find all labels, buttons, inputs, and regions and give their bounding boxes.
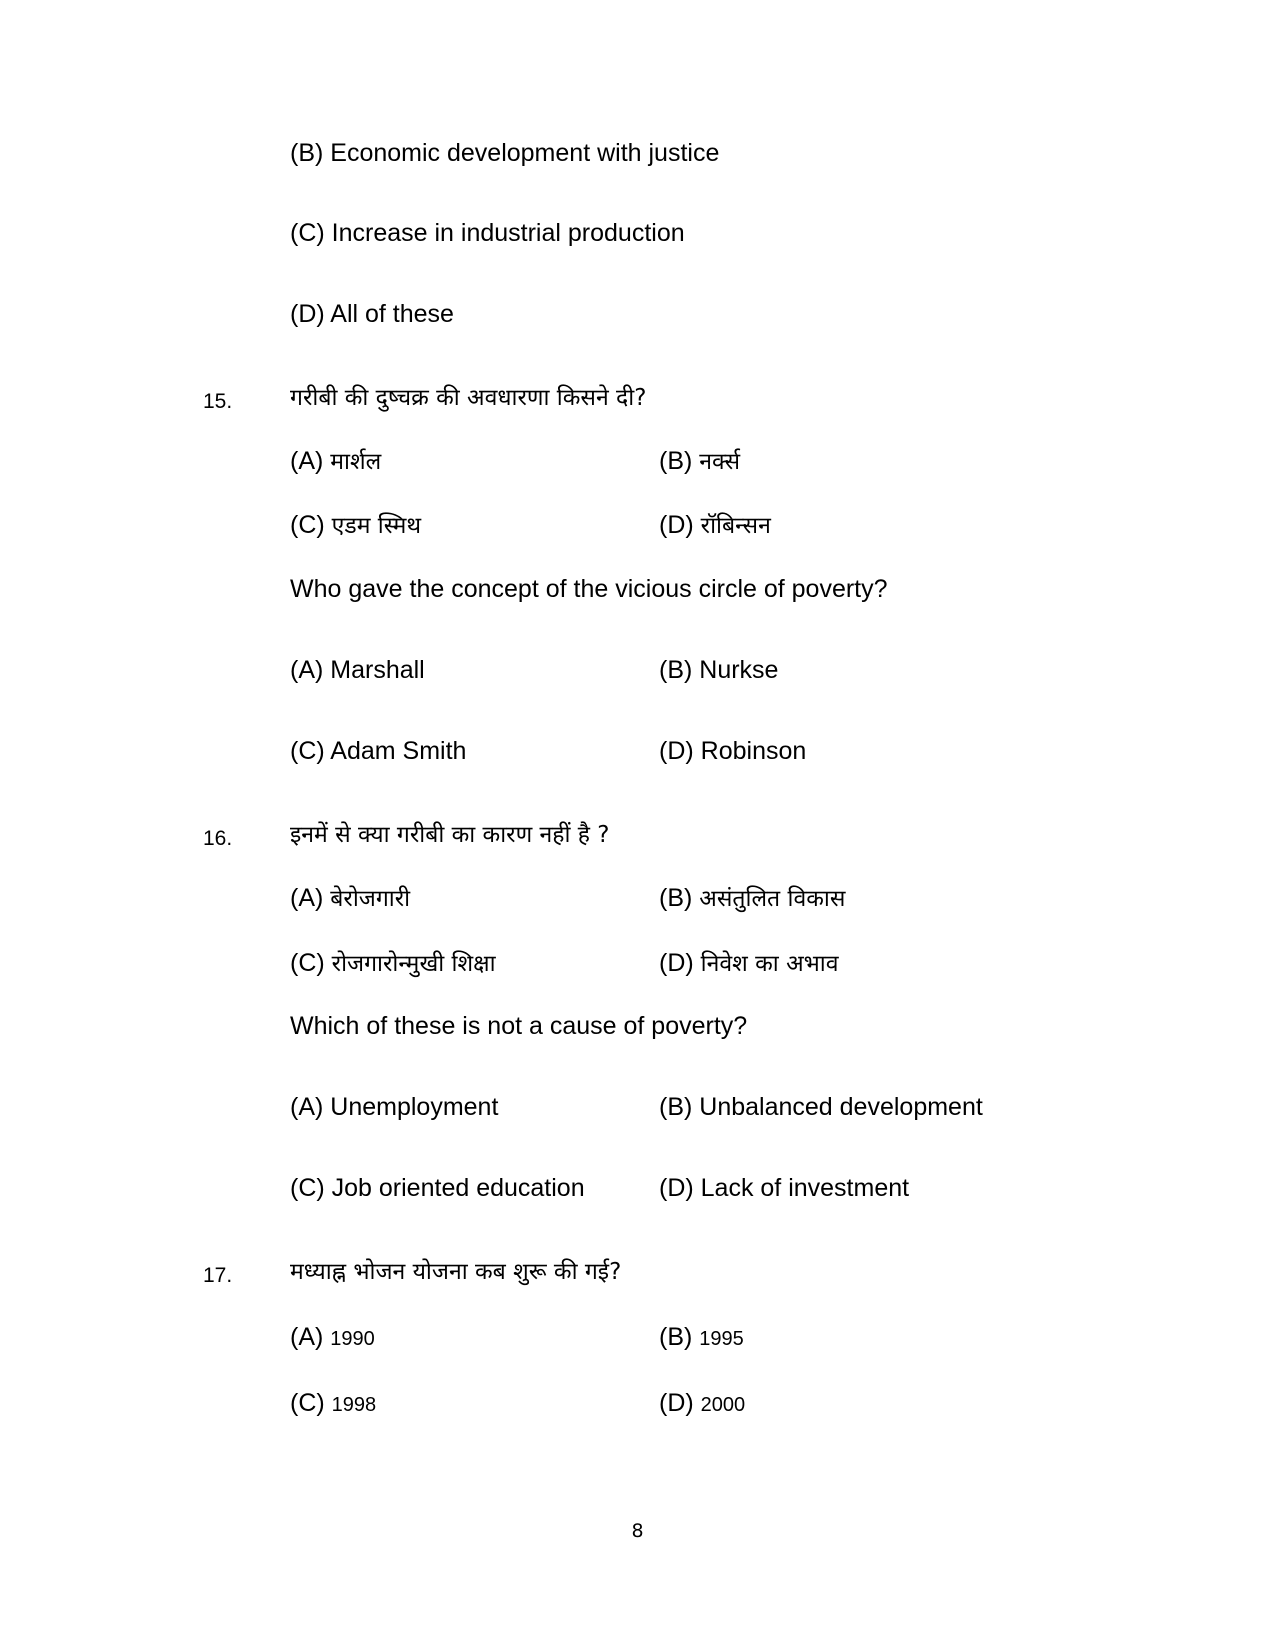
q15-english-option-c: (C) Adam Smith xyxy=(290,737,467,765)
question-17-number: 17. xyxy=(203,1264,233,1287)
q16-english-option-a: (A) Unemployment xyxy=(290,1093,499,1121)
q15-english-option-d: (D) Robinson xyxy=(659,737,807,765)
option-label: (C) xyxy=(290,949,325,977)
option-text: असंतुलित विकास xyxy=(699,886,846,912)
q16-english-option-d: (D) Lack of investment xyxy=(659,1174,910,1202)
option-label: (A) xyxy=(290,1323,324,1351)
q15-english-option-b: (B) Nurkse xyxy=(659,656,779,684)
option-label: (C) xyxy=(290,511,325,539)
option-label: (A) xyxy=(290,447,324,475)
option-text: 1990 xyxy=(330,1328,375,1350)
prev-option-c: (C) Increase in industrial production xyxy=(290,219,685,247)
option-text: एडम स्मिथ xyxy=(331,513,422,539)
q15-hindi-option-d xyxy=(659,510,771,541)
option-text: रॉबिन्सन xyxy=(700,513,771,539)
q15-english-option-a: (A) Marshall xyxy=(290,656,425,684)
q15-hindi-option-b xyxy=(659,446,740,477)
option-label: (D) xyxy=(659,1389,694,1417)
option-label: (C) xyxy=(290,1389,325,1417)
q16-english-option-c: (C) Job oriented education xyxy=(290,1174,585,1202)
q16-hindi-option-b xyxy=(659,883,845,914)
question-15-english-text: Who gave the concept of the vicious circle of poverty? xyxy=(290,575,888,603)
question-15-hindi-text: गरीबी की दुष्चक्र की अवधारणा किसने दी? xyxy=(290,385,647,411)
q17-option-c xyxy=(290,1388,376,1420)
q15-hindi-option-c xyxy=(290,510,421,541)
question-16-number: 16. xyxy=(203,827,233,850)
option-text: 1995 xyxy=(699,1328,744,1350)
option-label: (D) xyxy=(659,949,694,977)
question-17-hindi-text: मध्याह्न भोजन योजना कब शुरू की गई? xyxy=(290,1259,622,1285)
option-text: 2000 xyxy=(700,1394,746,1416)
q15-hindi-option-a xyxy=(290,446,381,477)
question-16-hindi-text: इनमें से क्या गरीबी का कारण नहीं है ? xyxy=(290,822,610,848)
option-text: निवेश का अभाव xyxy=(700,951,839,977)
q16-english-option-b: (B) Unbalanced development xyxy=(659,1093,983,1121)
option-text: रोजगारोन्मुखी शिक्षा xyxy=(331,951,496,977)
question-16-english-text: Which of these is not a cause of poverty? xyxy=(290,1012,748,1040)
question-15-number: 15. xyxy=(203,390,233,413)
option-text: मार्शल xyxy=(330,449,382,475)
option-label: (B) xyxy=(659,884,693,912)
option-label: (B) xyxy=(659,1323,693,1351)
option-text: बेरोजगारी xyxy=(330,886,411,912)
q17-option-b xyxy=(659,1322,744,1354)
option-label: (A) xyxy=(290,884,324,912)
prev-option-b: (B) Economic development with justice xyxy=(290,139,720,167)
option-label: (B) xyxy=(659,447,693,475)
option-text: 1998 xyxy=(331,1394,377,1416)
q16-hindi-option-d xyxy=(659,948,839,979)
q16-hindi-option-a xyxy=(290,883,410,914)
option-label: (D) xyxy=(659,511,694,539)
q17-option-a xyxy=(290,1322,375,1354)
q17-option-d xyxy=(659,1388,745,1420)
option-text: नर्क्स xyxy=(699,449,740,475)
page-number: 8 xyxy=(631,1520,644,1542)
prev-option-d: (D) All of these xyxy=(290,300,454,328)
q16-hindi-option-c xyxy=(290,948,496,979)
